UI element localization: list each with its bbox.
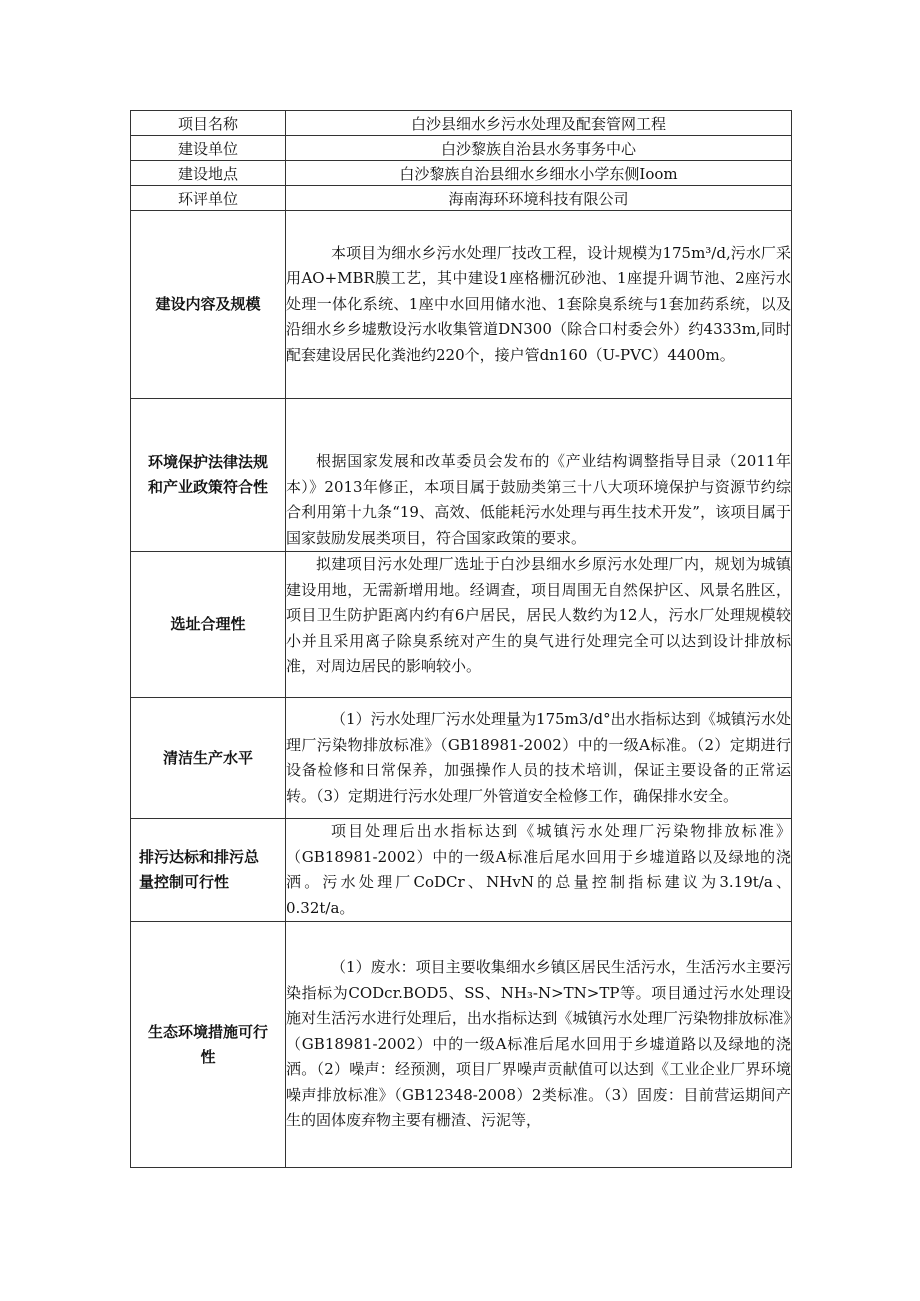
builder-label: 建设单位 [131, 136, 286, 161]
row-clean [131, 698, 792, 819]
row-ecology [131, 922, 792, 1168]
policy-label [131, 399, 286, 552]
row-location [131, 161, 792, 186]
ecology-cell [286, 922, 792, 1168]
discharge-label [131, 819, 286, 922]
clean-label: 清洁生产水平 [131, 698, 286, 819]
policy-label-line-2: 和产业政策符合性 [147, 478, 268, 496]
row-siting [131, 552, 792, 698]
row-discharge [131, 819, 792, 922]
policy-label-line-1: 环境保护法律法规 [147, 453, 268, 471]
scope-text: 本项目为细水乡污水处理厂技改工程，设计规模为175m³/d,污水厂采用AO+MBR膜工艺，其中建设1座格栅沉砂池、1座提升调节池、2座污水处理一体化系统、1座中水回用储水池、1套除臭系统与1套加药系统，以及沿细水乡乡墟敷设污水收集管道DN300（除合口村委会外）约4333m,同时配套建设居民化粪池约220个，接户管dn160（U-PVC）4400m。 [286, 243, 791, 364]
project-name-label: 项目名称 [131, 111, 286, 136]
location-value: 白沙黎族自治县细水乡细水小学东侧Ioom [286, 161, 792, 186]
ecology-label-line-2: 性 [200, 1047, 216, 1066]
siting-label: 选址合理性 [131, 552, 286, 698]
siting-text: 拟建项目污水处理厂选址于白沙县细水乡原污水处理厂内，规划为城镇建设用地，无需新增用地。经调查，项目周围无自然保护区、风景名胜区，项目卫生防护距离内约有6户居民，居民人数约为12人，污水厂处理规模较小并且采用离子除臭系统对产生的臭气进行处理完全可以达到设计排放标准，对周边居民的影响较小。 [286, 555, 791, 675]
ecology-text: （1）废水：项目主要收集细水乡镇区居民生活污水，生活污水主要污染指标为CODcr.BOD5、SS、NH₃-N>TN>TP等。项目通过污水处理设施对生活污水进行处理后，出水指标达到《城镇污水处理厂污染物排放标准》（GB18981-2002）中的一级A标准后尾水回用于乡墟道路以及绿地的浇洒。（2）噪声：经预测，项目厂界噪声贡献值可以达到《工业企业厂界环境噪声排放标准》（GB12348-2008）2类标准。（3）固废：目前营运期间产生的固体废弃物主要有栅渣、污泥等， [286, 958, 791, 1130]
clean-cell [286, 698, 792, 819]
ecology-label [131, 922, 286, 1168]
project-name-value: 白沙县细水乡污水处理及配套管网工程 [286, 111, 792, 136]
ecology-label-line-1: 生态环境措施可行 [147, 1022, 268, 1041]
policy-text: 根据国家发展和改革委员会发布的《产业结构调整指导目录（2011年本）》2013年修正，本项目属于鼓励类第三十八大项环境保护与资源节约综合利用第十九条“19、高效、低能耗污水处理与再生技术开发”，该项目属于国家鼓励发展类项目，符合国家政策的要求。 [286, 452, 791, 547]
scope-label: 建设内容及规模 [131, 211, 286, 399]
row-builder [131, 136, 792, 161]
eia-unit-value: 海南海环环境科技有限公司 [286, 186, 792, 211]
discharge-text: 项目处理后出水指标达到《城镇污水处理厂污染物排放标准》（GB18981-2002）中的一级A标准后尾水回用于乡墟道路以及绿地的浇洒。污水处理厂CoDCr、NHvN的总量控制指标建议为3.19t/a、0.32t∕a。 [286, 822, 791, 917]
discharge-label-line-2: 量控制可行性 [139, 873, 230, 891]
row-policy [131, 399, 792, 552]
row-eia-unit [131, 186, 792, 211]
discharge-label-line-1: 排污达标和排污总 [139, 848, 260, 866]
scope-cell [286, 211, 792, 399]
row-project-name [131, 111, 792, 136]
project-info-table [130, 110, 792, 1168]
discharge-cell [286, 819, 792, 922]
clean-text: （1）污水处理厂污水处理量为175m3/d°出水指标达到《城镇污水处理厂污染物排放标准》（GB18981-2002）中的一级A标准。（2）定期进行设备检修和日常保养，加强操作人员的技术培训，保证主要设备的正常运转。（3）定期进行污水处理厂外管道安全检修工作，确保排水安全。 [286, 710, 791, 805]
siting-cell [286, 552, 792, 698]
row-scope [131, 211, 792, 399]
eia-unit-label: 环评单位 [131, 186, 286, 211]
builder-value: 白沙黎族自治县水务事务中心 [286, 136, 792, 161]
location-label: 建设地点 [131, 161, 286, 186]
policy-cell [286, 399, 792, 552]
